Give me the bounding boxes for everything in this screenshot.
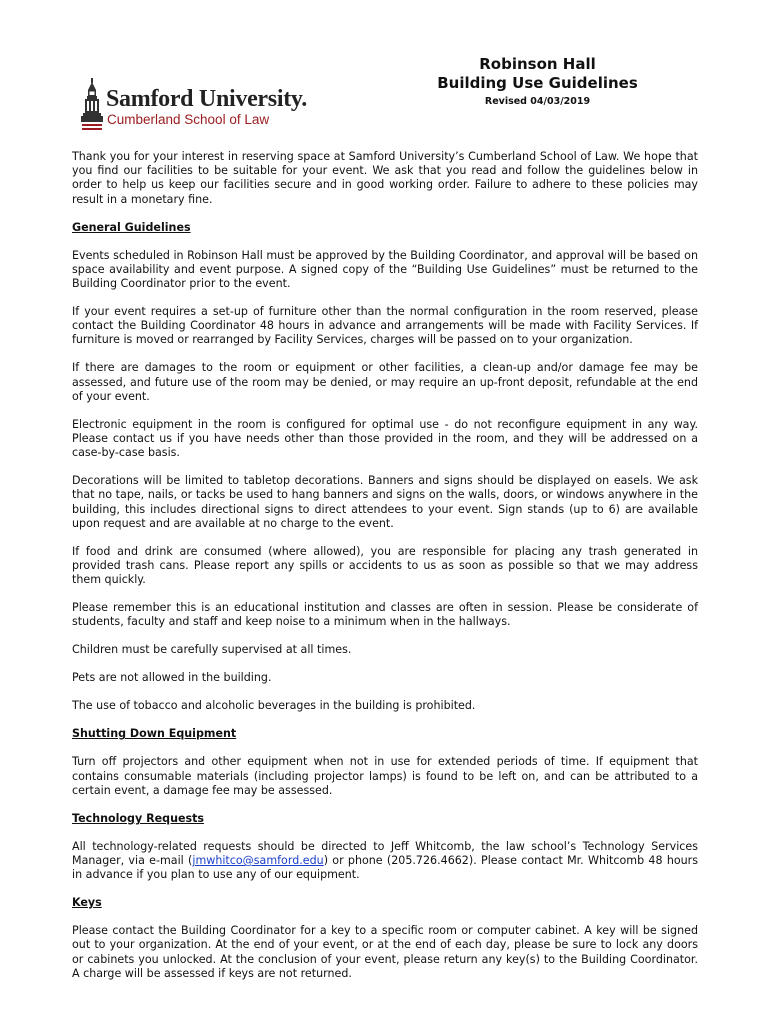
general-paragraph: Children must be carefully supervised at all times. — [72, 643, 352, 657]
general-paragraph: Pets are not allowed in the building. — [72, 671, 272, 685]
general-paragraph: Electronic equipment in the room is configured for optimal use - do not reconfigure equipment in any way. Please contact us if you have needs other than those provided in the room, and they will be addressed on a case-by-case basis. — [72, 417, 698, 460]
technology-text-after: ) or phone (205.726.4662). Please contact Mr. Whitcomb 48 hours in advance if you plan to use any of our equipment. — [72, 854, 699, 882]
school-name: Cumberland School of Law — [107, 112, 270, 127]
document-header — [400, 55, 675, 107]
tower-icon — [80, 78, 104, 130]
document-body — [72, 150, 698, 995]
document-subtitle: Building Use Guidelines — [437, 74, 638, 92]
university-logo — [80, 78, 330, 130]
general-paragraph: If there are damages to the room or equipment or other facilities, a clean-up and/or damage fee may be assessed, and future use of the room may be denied, or may require an up-front deposit, refundable at the end of your event. — [72, 361, 698, 403]
general-paragraph: Events scheduled in Robinson Hall must be approved by the Building Coordinator, and approval will be based on space availability and event purpose. A signed copy of the “Building Use Guidelines” must be returned to the Building Coordinator prior to the event. — [72, 248, 698, 291]
shutting-down-paragraph: Turn off projectors and other equipment when not in use for extended periods of time. If equipment that contains consumable materials (including projector lamps) is found to be left on, and can be attributed to a certain event, a damage fee may be assessed. — [72, 755, 698, 797]
technology-text-before: All technology-related requests should be directed to Jeff Whitcomb, the law school’s Technology Services Manager, via e-mail ( — [72, 839, 698, 868]
general-paragraph: Please remember this is an educational institution and classes are often in session. Please be considerate of students, faculty and staff and keep noise to a minimum when in the hallways. — [72, 601, 698, 629]
general-guidelines-heading: General Guidelines — [72, 220, 191, 234]
keys-heading: Keys — [72, 896, 102, 910]
shutting-down-heading: Shutting Down Equipment — [72, 727, 237, 741]
general-paragraph: If food and drink are consumed (where allowed), you are responsible for placing any trash generated in provided trash cans. Please report any spills or accidents to us as soon as possible so that we may address them quickly. — [72, 544, 698, 587]
email-link[interactable]: jmwhitco@samford.edu — [192, 854, 324, 868]
technology-requests-heading: Technology Requests — [72, 811, 205, 825]
revision-date: Revised 04/03/2019 — [484, 96, 591, 107]
document-title: Robinson Hall — [479, 55, 596, 73]
general-paragraph: If your event requires a set-up of furniture other than the normal configuration in the room reserved, please contact the Building Coordinator 48 hours in advance and arrangements will be made with Facility Services. If furniture is moved or rearranged by Facility Services, charges will be passed on to your organization. — [72, 305, 698, 347]
university-name: Samford University. — [106, 86, 307, 112]
general-paragraph: Decorations will be limited to tabletop decorations. Banners and signs should be displayed on easels. We ask that no tape, nails, or tacks be used to hang banners and signs on the walls, doors, or windows anywhere in the building, this includes directional signs to direct attendees to your event. Sign stands (up to 6) are available upon request and are available at no charge to the event. — [72, 474, 698, 530]
keys-paragraph: Please contact the Building Coordinator for a key to a specific room or computer cabinet. A key will be signed out to your organization. At the end of your event, or at the end of each day, please be sure to lock any doors or cabinets you unlocked. At the conclusion of your event, please return any key(s) to the Building Coordinator. A charge will be assessed if keys are not returned. — [72, 924, 698, 980]
intro-paragraph: Thank you for your interest in reserving space at Samford University’s Cumberland School of Law. We hope that you find our facilities to be suitable for your event. We ask that you read and follow the guidelines below in order to help us keep our facilities secure and in good working order. Failure to adhere to these policies may result in a monetary fine. — [72, 150, 698, 206]
technology-paragraph — [72, 840, 698, 883]
general-paragraph: The use of tobacco and alcoholic beverages in the building is prohibited. — [72, 699, 476, 713]
